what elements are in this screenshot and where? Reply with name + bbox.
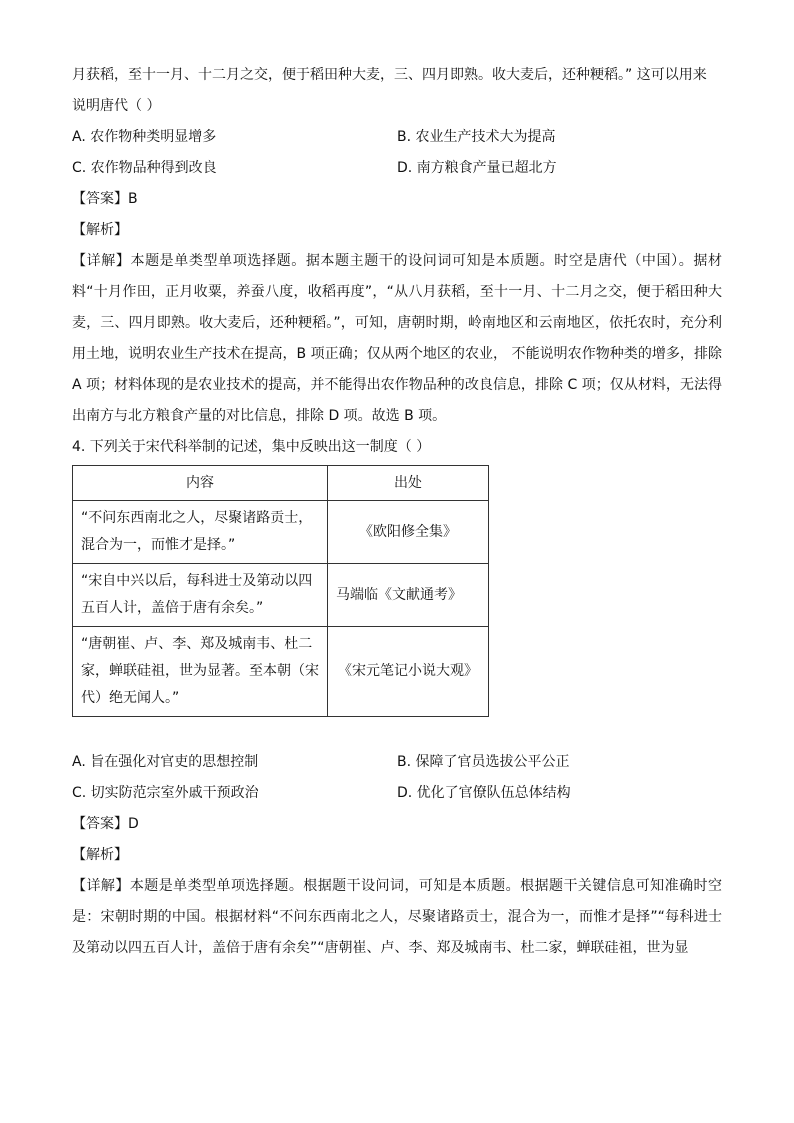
question-3-options-row-2: [72, 153, 722, 184]
question-3-option-d: D. 南方粮食产量已超北方: [397, 160, 557, 176]
question-4-stem: 4. 下列关于宋代科举制的记述，集中反映出这一制度（ ）: [72, 439, 431, 455]
question-3-stem-line-1: 月获稻，至十一月、十二月之交，便于稻田种大麦，三、四月即熟。收大麦后，还种粳稻。” 这可以用来: [72, 67, 707, 83]
question-3-answer: 【答案】B: [72, 191, 138, 207]
table-row: [73, 627, 489, 717]
question-3-option-b: B. 农业生产技术大为提高: [397, 129, 556, 145]
table-header-content: 内容: [73, 466, 328, 501]
question-4-option-b: B. 保障了官员选拔公平公正: [397, 754, 570, 770]
question-4-detail: 【详解】本题是单类型单项选择题。根据题干设问词，可知是本质题。根据题干关键信息可知准确时空是：宋朝时期的中国。根据材料“不问东西南北之人，尽聚诸路贡士，混合为一，而惟才是择”“每科进士及第动以四五百人计，盖倍于唐有余矣”“唐朝崔、卢、李、郑及城南韦、杜二家，蝉联硅祖，世为显: [72, 878, 722, 956]
question-4-options-row-1: [72, 747, 722, 778]
question-3-analysis-label: 【解析】: [72, 222, 128, 238]
question-3-option-c: C. 农作物品种得到改良: [72, 160, 217, 176]
table-cell-content: “唐朝崔、卢、李、郑及城南韦、杜二家，蝉联硅祖，世为显著。至本朝（宋代）绝无闻人。”: [73, 627, 328, 717]
table-row: [73, 501, 489, 564]
question-3-option-a: A. 农作物种类明显增多: [72, 129, 217, 145]
question-4-option-c: C. 切实防范宗室外戚干预政治: [72, 785, 259, 801]
question-3-stem-line-2: 说明唐代（ ）: [72, 98, 161, 114]
table-cell-content: “不问东西南北之人，尽聚诸路贡士，混合为一，而惟才是择。”: [73, 501, 328, 564]
table-header-source: 出处: [328, 466, 489, 501]
question-4-analysis-label: 【解析】: [72, 847, 128, 863]
question-3-detail: 【详解】本题是单类型单项选择题。据本题主题干的设问词可知是本质题。时空是唐代（中国）。据材料“十月作田，正月收粟，养蚕八度，收稻再度”，“从八月获稻，至十一月、十二月之交，便于稻田种大麦，三、四月即熟。收大麦后，还种粳稻。”，可知，唐朝时期，岭南地区和云南地区，依托农时，充分利用土地，说明农业生产技术在提高，B 项正确；仅从两个地区的农业， 不能说明农作物种类的增多，排除 A 项；材料体现的是农业技术的提高，并不能得出农作物品种的改良信息，排除 C 项；仅从材料，无法得出南方与北方粮食产量的对比信息，排除 D 项。故选 B 项。: [72, 253, 722, 424]
table-cell-source: 《欧阳修全集》: [328, 501, 489, 564]
question-4-options-row-2: [72, 778, 722, 809]
table-row: [73, 564, 489, 627]
question-4-answer: 【答案】D: [72, 816, 139, 832]
question-4-table-wrapper: [72, 465, 722, 717]
question-3-options-row-1: [72, 122, 722, 153]
question-4-option-d: D. 优化了官僚队伍总体结构: [397, 785, 571, 801]
table-cell-source: 《宋元笔记小说大观》: [328, 627, 489, 717]
table-cell-source: 马端临《文献通考》: [328, 564, 489, 627]
table-header-row: [73, 466, 489, 501]
document-page: [72, 60, 722, 964]
question-4-table: [72, 465, 489, 717]
table-cell-content: “宋自中兴以后，每科进士及第动以四五百人计，盖倍于唐有余矣。”: [73, 564, 328, 627]
question-4-option-a: A. 旨在强化对官吏的思想控制: [72, 754, 259, 770]
